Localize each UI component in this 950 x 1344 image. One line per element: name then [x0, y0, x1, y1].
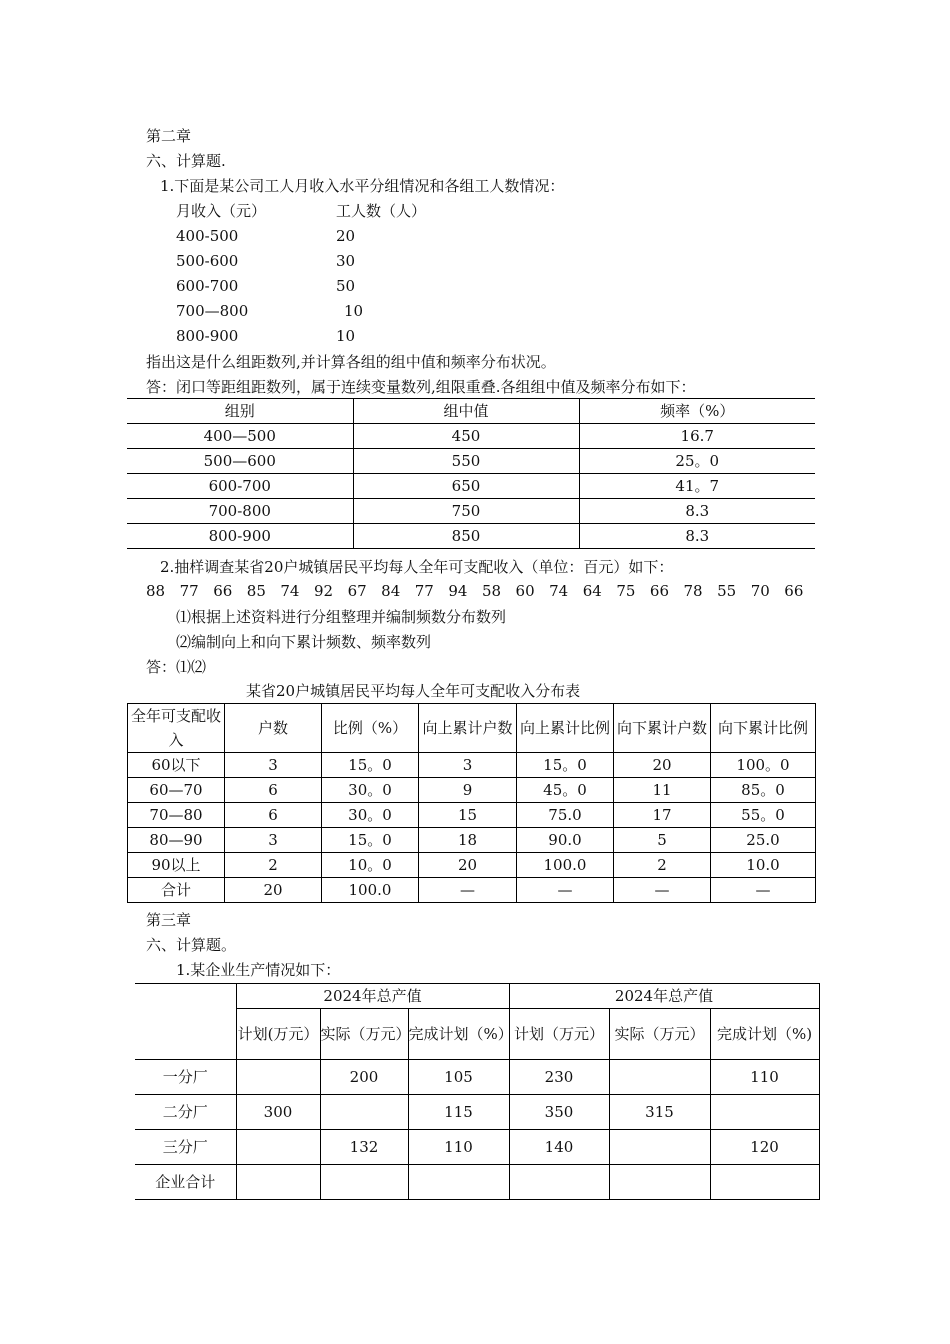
- list-item: 500-600 30: [176, 252, 356, 270]
- sample-values-row: 88 77 66 85 74 92 67 84 77 94 58 60 74 64 75 66 78 55 70 66: [146, 582, 804, 600]
- question-1: 1.下面是某公司工人月收入水平分组情况和各组工人数情况：: [160, 177, 565, 195]
- distribution-table: [127, 703, 816, 903]
- answer-2: 答：⑴⑵: [146, 658, 207, 676]
- table-row: 一分厂 200 105 230 110: [135, 1060, 819, 1095]
- table-row: 60以下 3 15。0 3 15。0 20 100。0: [128, 753, 816, 778]
- table-total-row: 企业合计: [135, 1165, 819, 1200]
- table-row: 700-800 750 8.3: [127, 499, 815, 524]
- table-row: 400—500 450 16.7: [127, 424, 815, 449]
- workers-header: 工人数（人）: [336, 202, 427, 220]
- question-2-part-1: ⑴根据上述资料进行分组整理并编制频数分布数列: [176, 608, 507, 626]
- table-row: 80—90 3 15。0 18 90.0 5 25.0: [128, 828, 816, 853]
- list-item: 600-700 50: [176, 277, 356, 295]
- table-header-row: 全年可支配收入 户数 比例（%） 向上累计户数 向上累计比例 向下累计户数 向下累计比例: [128, 704, 816, 753]
- section-6-heading: 六、计算题.: [146, 152, 226, 170]
- list-item: 400-500 20: [176, 227, 356, 245]
- table-row: 二分厂 300 115 350 315: [135, 1095, 819, 1130]
- table-row: 500—600 550 25。0: [127, 449, 815, 474]
- question-1-task: 指出这是什么组距数列,并计算各组的组中值和频率分布状况。: [146, 353, 556, 371]
- table-row: 800-900 850 8.3: [127, 524, 815, 549]
- income-header: 月收入（元）: [176, 202, 267, 220]
- table-row: 70—80 6 30。0 15 75.0 17 55。0: [128, 803, 816, 828]
- table-total-row: 合计 20 100.0 — — — —: [128, 878, 816, 903]
- table-row: 90以上 2 10。0 20 100.0 2 10.0: [128, 853, 816, 878]
- list-item: 800-900 10: [176, 327, 356, 345]
- list-item: 700—800 10: [176, 302, 364, 320]
- table-header-row: 组别 组中值 频率（%）: [127, 399, 815, 424]
- production-table: [135, 983, 820, 1200]
- table-row: 600-700 650 41。7: [127, 474, 815, 499]
- question-2-part-2: ⑵编制向上和向下累计频数、频率数列: [176, 633, 432, 651]
- table-group-header-row: 2024年总产值 2024年总产值: [135, 984, 819, 1009]
- answer-1: 答：闭口等距组距数列，属于连续变量数列,组限重叠.各组组中值及频率分布如下：: [146, 378, 696, 396]
- table-2-title: 某省20户城镇居民平均每人全年可支配收入分布表: [246, 682, 581, 700]
- frequency-table: [127, 398, 815, 549]
- section-6b-heading: 六、计算题。: [146, 936, 237, 954]
- chapter-2-heading: 第二章: [146, 127, 192, 145]
- income-list-header: [176, 201, 426, 221]
- chapter-3-heading: 第三章: [146, 911, 192, 929]
- table-row: 60—70 6 30。0 9 45。0 11 85。0: [128, 778, 816, 803]
- question-2: 2.抽样调查某省20户城镇居民平均每人全年可支配收入（单位：百元）如下：: [160, 558, 674, 576]
- table-header-row: 计划(万元） 实际（万元） 完成计划（%） 计划（万元） 实际（万元） 完成计划（%): [135, 1009, 819, 1060]
- question-3: 1.某企业生产情况如下：: [176, 961, 341, 979]
- table-row: 三分厂 132 110 140 120: [135, 1130, 819, 1165]
